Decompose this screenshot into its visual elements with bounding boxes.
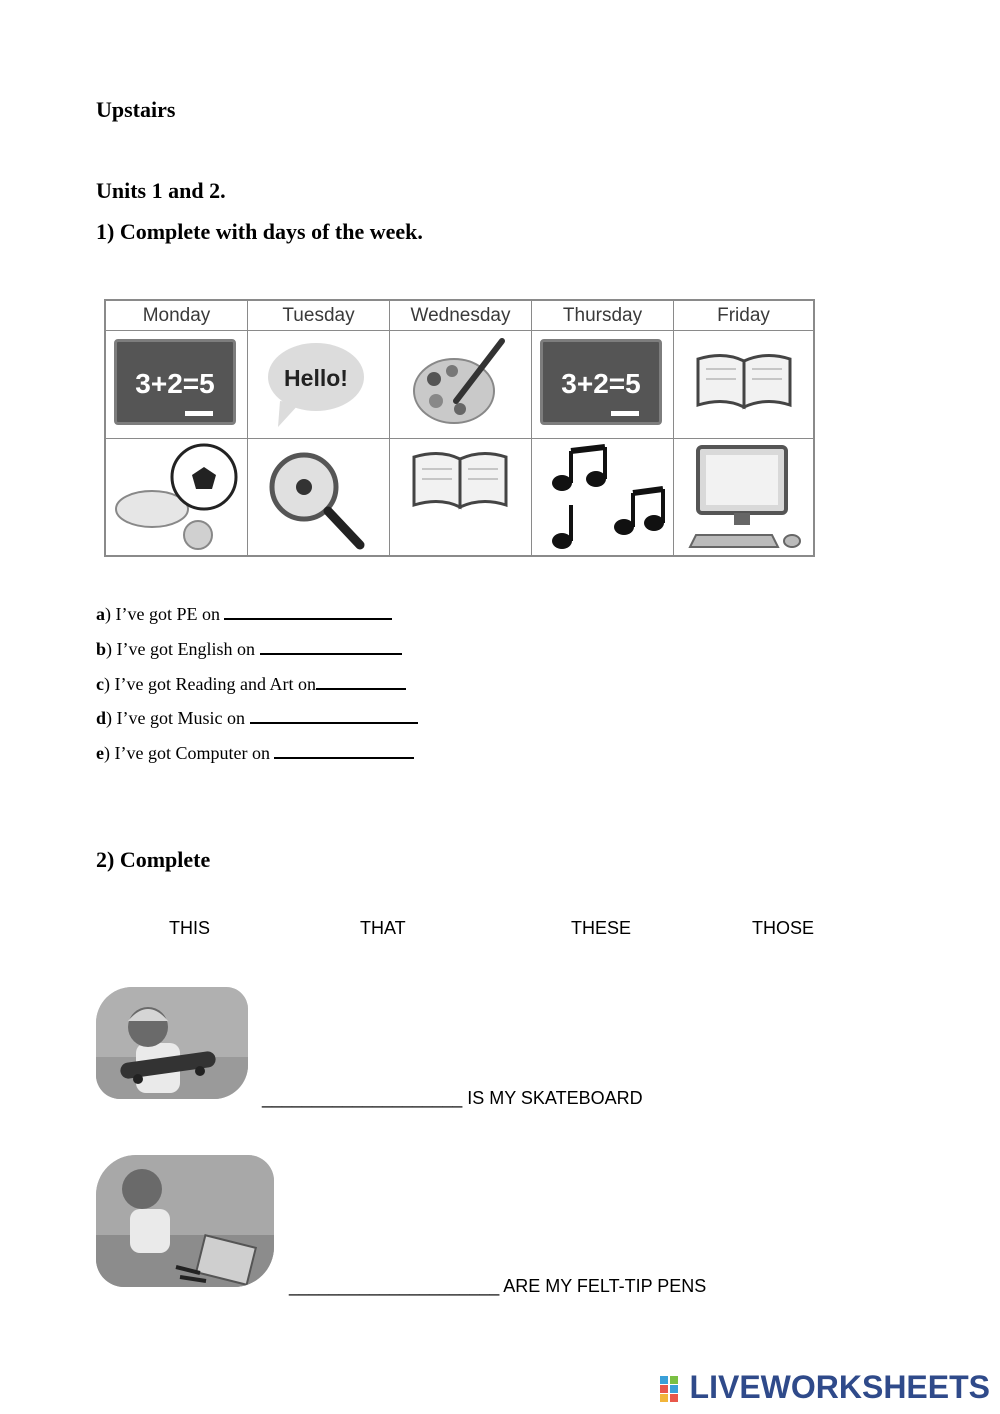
sentence-1 xyxy=(262,1089,643,1107)
question-text: ) I’ve got Reading and Art on xyxy=(104,674,316,694)
palette-icon xyxy=(390,331,532,439)
day-header-wednesday: Wednesday xyxy=(390,301,532,331)
question-letter: e xyxy=(96,743,104,763)
units-heading: Units 1 and 2. xyxy=(96,178,226,203)
word-these: THESE xyxy=(571,918,632,938)
monday-pe-cell xyxy=(106,439,248,555)
wednesday-reading-cell xyxy=(390,439,532,555)
page-title: Upstairs xyxy=(96,97,176,122)
thursday-music-cell xyxy=(532,439,674,555)
word-this: THIS xyxy=(169,918,211,938)
word-those: THOSE xyxy=(752,918,815,938)
answer-blank[interactable] xyxy=(316,687,406,690)
question-letter: a xyxy=(96,604,105,624)
sentence-text: IS MY SKATEBOARD xyxy=(462,1088,643,1108)
thursday-maths-cell xyxy=(532,331,674,439)
football-icon xyxy=(106,439,248,555)
tuesday-english-cell xyxy=(248,331,390,439)
question-c xyxy=(96,675,406,693)
liveworksheets-logo-icon xyxy=(660,1374,688,1402)
answer-blank[interactable] xyxy=(260,652,402,655)
section1-heading: 1) Complete with days of the week. xyxy=(96,219,423,244)
boy-skateboard-image xyxy=(96,987,248,1099)
chalkboard-icon xyxy=(540,339,662,425)
question-a xyxy=(96,605,392,623)
bubble-text: Hello! xyxy=(284,365,348,391)
sentence-2 xyxy=(289,1277,706,1295)
day-header-thursday: Thursday xyxy=(532,301,674,331)
question-text: ) I’ve got Computer on xyxy=(104,743,275,763)
board-text: 3+2=5 xyxy=(135,368,215,399)
liveworksheets-brand-text: LIVEWORKSHEETS xyxy=(689,1369,990,1405)
book-icon xyxy=(674,331,813,439)
section2-heading: 2) Complete xyxy=(96,847,211,872)
magnifying-glass-icon xyxy=(248,439,390,555)
question-text: ) I’ve got PE on xyxy=(105,604,225,624)
sentence-text: ARE MY FELT-TIP PENS xyxy=(499,1276,707,1296)
music-notes-icon xyxy=(532,439,674,555)
timetable xyxy=(104,299,815,557)
word-that: THAT xyxy=(360,918,406,938)
friday-computer-cell xyxy=(674,439,813,555)
board-text: 3+2=5 xyxy=(561,368,641,399)
sentence-blank[interactable]: ____________________ xyxy=(262,1088,463,1108)
wednesday-art-cell xyxy=(390,331,532,439)
tuesday-science-cell xyxy=(248,439,390,555)
day-header-monday: Monday xyxy=(106,301,248,331)
question-e xyxy=(96,744,414,762)
question-letter: c xyxy=(96,674,104,694)
liveworksheets-logo xyxy=(660,1369,990,1406)
question-d xyxy=(96,709,418,727)
question-b xyxy=(96,640,402,658)
day-header-tuesday: Tuesday xyxy=(248,301,390,331)
question-text: ) I’ve got Music on xyxy=(106,708,250,728)
question-text: ) I’ve got English on xyxy=(106,639,260,659)
answer-blank[interactable] xyxy=(274,756,414,759)
sentence-blank[interactable]: _____________________ xyxy=(289,1276,500,1296)
question-letter: b xyxy=(96,639,107,659)
boy-felt-tip-pens-image xyxy=(96,1155,274,1287)
question-letter: d xyxy=(96,708,107,728)
book-icon xyxy=(390,439,532,555)
day-header-friday: Friday xyxy=(674,301,813,331)
speech-tail-icon xyxy=(276,401,306,431)
answer-blank[interactable] xyxy=(250,721,418,724)
chalkboard-icon xyxy=(114,339,236,425)
monday-maths-cell xyxy=(106,331,248,439)
friday-reading-cell xyxy=(674,331,813,439)
answer-blank[interactable] xyxy=(224,617,392,620)
computer-icon xyxy=(674,439,813,555)
